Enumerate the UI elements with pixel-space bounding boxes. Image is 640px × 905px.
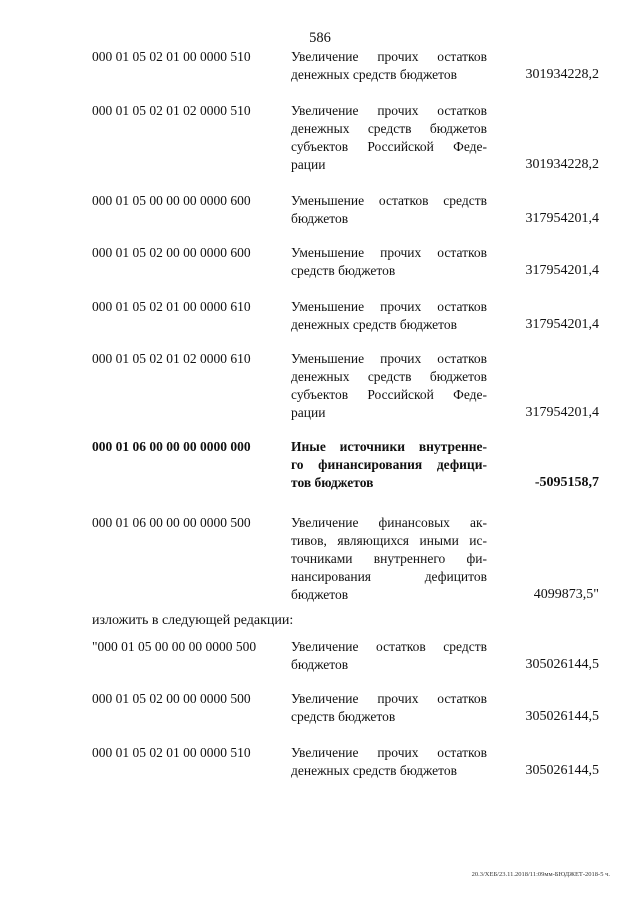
source-description bbox=[291, 48, 487, 84]
description-line: денежных средств бюджетов bbox=[291, 369, 487, 384]
amount-value: 317954201,4 bbox=[525, 263, 599, 278]
budget-code: 000 01 06 00 00 00 0000 000 bbox=[92, 439, 251, 454]
description-line: бюджетов bbox=[291, 587, 349, 602]
source-description bbox=[291, 102, 487, 174]
amendment-note: изложить в следующей редакции: bbox=[92, 613, 294, 628]
description-line: Увеличение финансовых ак- bbox=[291, 515, 487, 530]
budget-code: 000 01 06 00 00 00 0000 500 bbox=[92, 515, 251, 530]
source-description bbox=[291, 298, 487, 334]
budget-code: 000 01 05 00 00 00 0000 600 bbox=[92, 193, 251, 208]
description-line: рации bbox=[291, 405, 326, 420]
amount-value: 301934228,2 bbox=[525, 67, 599, 82]
amount-value: 4099873,5" bbox=[533, 587, 599, 602]
description-line: Увеличение прочих остатков bbox=[291, 745, 487, 760]
description-line: рации bbox=[291, 157, 326, 172]
budget-code: 000 01 05 02 01 00 0000 510 bbox=[92, 745, 251, 760]
description-line: Уменьшение прочих остатков bbox=[291, 299, 487, 314]
budget-code: 000 01 05 02 01 02 0000 510 bbox=[92, 103, 251, 118]
description-line: денежных средств бюджетов bbox=[291, 67, 458, 82]
description-line: Увеличение прочих остатков bbox=[291, 691, 487, 706]
description-line: бюджетов bbox=[291, 211, 349, 226]
amount-value: -5095158,7 bbox=[534, 475, 599, 490]
source-description bbox=[291, 514, 487, 604]
amount-value: 305026144,5 bbox=[525, 763, 599, 778]
source-description bbox=[291, 744, 487, 780]
amount-value: 301934228,2 bbox=[525, 157, 599, 172]
amount-value: 317954201,4 bbox=[525, 405, 599, 420]
amount-value: 305026144,5 bbox=[525, 657, 599, 672]
description-line: Уменьшение прочих остатков bbox=[291, 351, 487, 366]
description-line: Иные источники внутренне- bbox=[291, 439, 487, 454]
budget-code: 000 01 05 02 00 00 0000 600 bbox=[92, 245, 251, 260]
budget-code: 000 01 05 02 00 00 0000 500 bbox=[92, 691, 251, 706]
budget-code: 000 01 05 02 01 00 0000 510 bbox=[92, 49, 251, 64]
description-line: субъектов Российской Феде- bbox=[291, 387, 487, 402]
description-line: Увеличение прочих остатков bbox=[291, 103, 487, 118]
amount-value: 317954201,4 bbox=[525, 211, 599, 226]
description-line: тов бюджетов bbox=[291, 475, 374, 490]
description-line: бюджетов bbox=[291, 657, 349, 672]
source-description bbox=[291, 638, 487, 674]
description-line: средств бюджетов bbox=[291, 709, 396, 724]
source-description bbox=[291, 438, 487, 492]
source-description bbox=[291, 690, 487, 726]
description-line: денежных средств бюджетов bbox=[291, 763, 458, 778]
amount-value: 305026144,5 bbox=[525, 709, 599, 724]
budget-code: "000 01 05 00 00 00 0000 500 bbox=[92, 639, 257, 654]
description-line: денежных средств бюджетов bbox=[291, 317, 458, 332]
description-line: средств бюджетов bbox=[291, 263, 396, 278]
description-line: Увеличение остатков средств bbox=[291, 639, 487, 654]
description-line: тивов, являющихся иными ис- bbox=[291, 533, 487, 548]
description-line: Увеличение прочих остатков bbox=[291, 49, 487, 64]
description-line: нансирования дефицитов bbox=[291, 569, 487, 584]
source-description bbox=[291, 244, 487, 280]
amount-value: 317954201,4 bbox=[525, 317, 599, 332]
description-line: денежных средств бюджетов bbox=[291, 121, 487, 136]
description-line: го финансирования дефици- bbox=[291, 457, 487, 472]
description-line: точниками внутреннего фи- bbox=[291, 551, 487, 566]
footer-stamp: 20.3/ХЕБ/23.11.2018/11:09мм-БЮДЖЕТ-2018-5 ч. bbox=[471, 871, 610, 878]
description-line: Уменьшение остатков средств bbox=[291, 193, 487, 208]
description-line: субъектов Российской Феде- bbox=[291, 139, 487, 154]
source-description bbox=[291, 350, 487, 422]
page-number: 586 bbox=[309, 30, 331, 46]
description-line: Уменьшение прочих остатков bbox=[291, 245, 487, 260]
source-description bbox=[291, 192, 487, 228]
budget-code: 000 01 05 02 01 02 0000 610 bbox=[92, 351, 251, 366]
budget-code: 000 01 05 02 01 00 0000 610 bbox=[92, 299, 251, 314]
